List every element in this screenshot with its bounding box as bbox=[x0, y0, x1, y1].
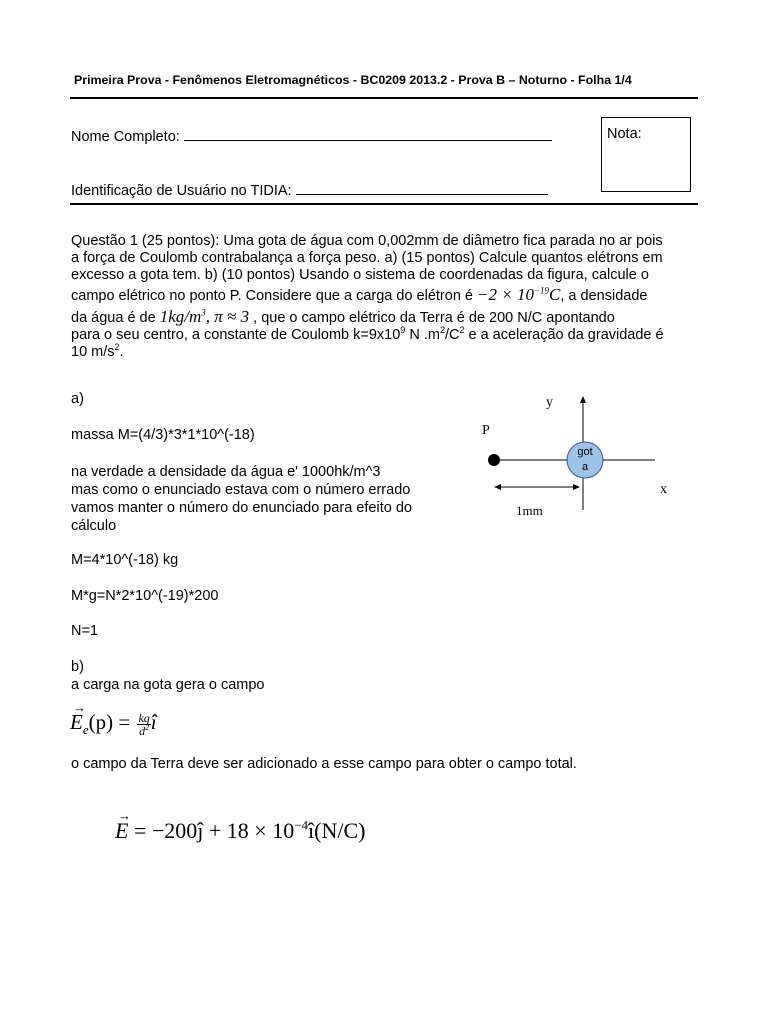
question-line bbox=[71, 286, 701, 305]
question-line bbox=[71, 308, 701, 327]
name-field[interactable] bbox=[184, 126, 552, 141]
form-rule bbox=[70, 203, 698, 205]
question-1 bbox=[71, 233, 701, 361]
answer-a-label: a) bbox=[71, 391, 84, 407]
grade-box[interactable] bbox=[601, 117, 691, 192]
earth-field-note: o campo da Terra deve ser adicionado a esse campo para obter o campo total. bbox=[71, 756, 577, 772]
drop-label-line1: got bbox=[577, 446, 593, 458]
mass-result: M=4*10^(-18) kg bbox=[71, 552, 179, 568]
x-axis-label: x bbox=[660, 482, 667, 497]
note-line: na verdade a densidade da água e' 1000hk/m^3 bbox=[71, 464, 381, 480]
header-rule bbox=[70, 97, 698, 99]
question-line: 10 $m/s^2$. bbox=[71, 342, 124, 360]
point-p-label: P bbox=[482, 423, 490, 438]
question-text: , a densidade bbox=[560, 288, 648, 304]
name-row bbox=[71, 126, 552, 145]
fraction: $\frac{kq}{d^2}$ bbox=[138, 710, 150, 738]
answer-b-label: b) bbox=[71, 659, 84, 675]
grade-label: Nota: bbox=[607, 126, 642, 142]
question-line: para o seu centro, a constante de Coulomb $k=9x10^9$ N $.m^2/C^2$ e a aceleração da gravidade é bbox=[71, 325, 664, 343]
total-field-formula: → E = −200ĵ + $18 \times 10^{-4}î(N/C)$ bbox=[115, 808, 366, 843]
density-note bbox=[71, 463, 412, 535]
field-formula: → $E_e(p)$ = $\frac{kq}{d^2}$ î bbox=[70, 700, 157, 738]
electron-charge: $-2 \times 10^{-19}C$ bbox=[477, 285, 561, 304]
note-line: vamos manter o número do enunciado para efeito do bbox=[71, 500, 412, 516]
n-result: N=1 bbox=[71, 623, 99, 639]
user-id-row bbox=[71, 180, 548, 199]
density-value: $1kg/m^3$, π ≈ 3 bbox=[159, 307, 250, 326]
question-line: Questão 1 (25 pontos): Uma gota de água com 0,002mm de diâmetro fica parada no ar pois bbox=[71, 233, 663, 249]
point-p bbox=[488, 454, 500, 466]
note-line: mas como o enunciado estava com o número errado bbox=[71, 482, 411, 498]
distance-arrow-left bbox=[494, 484, 501, 490]
vector-e-total: → E bbox=[115, 808, 131, 843]
user-id-label: Identificação de Usuário no TIDIA: bbox=[71, 183, 292, 199]
drop-label-line2: a bbox=[581, 461, 589, 473]
distance-label: 1mm bbox=[516, 503, 543, 518]
coordinate-figure bbox=[470, 385, 700, 535]
y-axis-label: y bbox=[546, 395, 553, 410]
user-id-field[interactable] bbox=[296, 180, 548, 195]
answer-b-text: a carga na gota gera o campo bbox=[71, 677, 265, 693]
mass-formula: massa M=(4/3)*3*1*10^(-18) bbox=[71, 427, 255, 443]
question-line: excesso a gota tem. b) (10 pontos) Usando o sistema de coordenadas da figura, calcule o bbox=[71, 267, 649, 283]
page-header: Primeira Prova - Fenômenos Eletromagnéticos - BC0209 2013.2 - Prova B – Noturno - Folha 1/4 bbox=[74, 73, 632, 87]
note-line: cálculo bbox=[71, 518, 117, 534]
name-label: Nome Completo: bbox=[71, 129, 180, 145]
distance-arrow-right bbox=[573, 484, 580, 490]
question-text: campo elétrico no ponto P. Considere que a carga do elétron é bbox=[71, 288, 477, 304]
force-balance: M*g=N*2*10^(-19)*200 bbox=[71, 588, 219, 604]
question-text: da água é de bbox=[71, 310, 160, 326]
vector-e: → E bbox=[70, 700, 86, 734]
question-text: , que o campo elétrico da Terra é de 200 N/C apontando bbox=[249, 310, 615, 326]
question-line: a força de Coulomb contrabalança a força peso. a) (15 pontos) Calcule quantos elétrons em bbox=[71, 250, 663, 266]
